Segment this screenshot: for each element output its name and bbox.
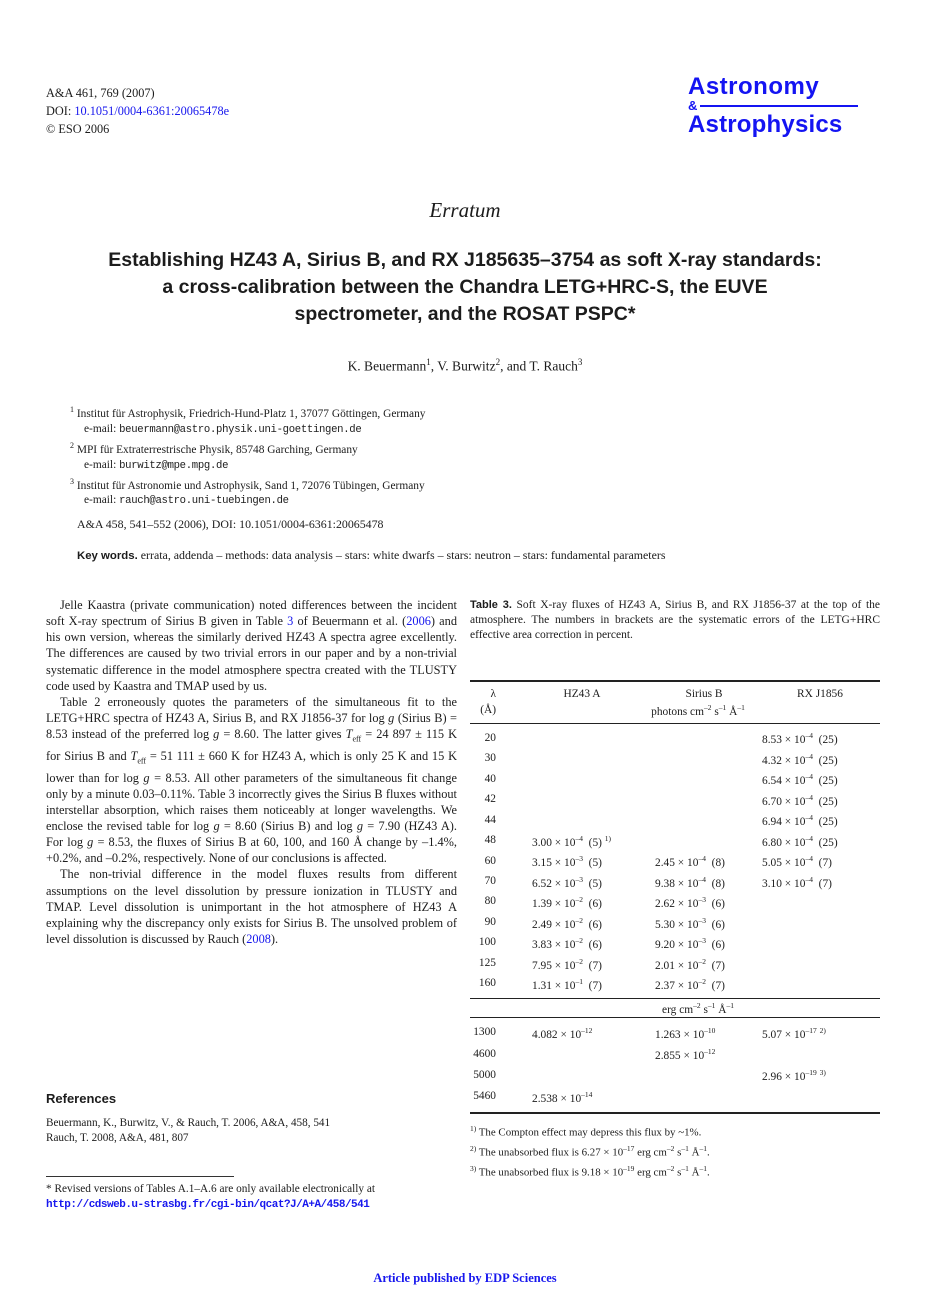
erg-flux-rows: [470, 1018, 880, 1113]
photon-flux-rows: [470, 724, 880, 999]
publisher-link[interactable]: Article published by EDP Sciences: [373, 1271, 557, 1285]
table-row: 125 $7.95 \times 10^{-2}$ (7) $2.01 \times 10^{-2}$ (7): [478, 956, 725, 972]
affiliation-email: e-mail: burwitz@mpe.mpg.de: [84, 458, 229, 472]
references-heading: References: [46, 1091, 117, 1106]
col-header-lambda-unit: (Å): [470, 701, 516, 724]
reference-item: Rauch, T. 2008, A&A, 481, 807: [46, 1131, 189, 1144]
citation-link[interactable]: 3: [287, 614, 294, 629]
table-row: 48 $3.00 \times 10^{-4}$ (5) $^{1)}$ $6.80 \times 10^{-4}$ (25): [484, 833, 838, 849]
table-column: [470, 598, 880, 1181]
table-row: 40 $6.54 \times 10^{-4}$ (25): [484, 772, 838, 787]
table-row: 60 $3.15 \times 10^{-3}$ (5) $2.45 \times 10^{-4}$ (8) $5.05 \times 10^{-4}$ (7): [484, 854, 832, 869]
logo-word-astrophysics: Astrophysics: [688, 111, 843, 138]
table-caption-text: Soft X-ray fluxes of HZ43 A, Sirius B, and RX J1856-37 at the top of the atmosphere. The numbers in brackets are the systematic errors of the LETG+HRC effective area correction in percent.: [470, 599, 880, 641]
authors-line: K. Beuermann$^1$, V. Burwitz$^2$, and T. Rauch$^3$: [347, 357, 583, 374]
table-footnotes: [470, 1121, 880, 1182]
doi-line: [46, 102, 229, 120]
copyright-line: © ESO 2006: [46, 122, 110, 136]
table-row: 90 $2.49 \times 10^{-2}$ (6) $5.30 \times 10^{-3}$ (6): [484, 915, 725, 931]
table-row: 5460 $2.538 \times 10^{-14}$: [470, 1086, 880, 1113]
body-paragraph: Jelle Kaastra (private communication) noted differences between the incident soft X-ray spectrum of Sirius B given in Table 3 of Beuermann et al. (2006) and his own version, whereas the similarly derived HZ43 A spectra agree excellently. The differences are caused by two trivial errors in our paper and by a non-trivial systematic difference in the model atmosphere spectra created with the TLUSTY code used by Kaastra and TMAP used by us.: [46, 598, 457, 693]
table-row: 42 $6.70 \times 10^{-4}$ (25): [484, 792, 838, 808]
citation-link[interactable]: 2008: [246, 932, 271, 947]
reference-item: Beuermann, K., Burwitz, V., & Rauch, T. 2006, A&A, 458, 541: [46, 1117, 331, 1129]
col-header-hz43a: HZ43 A: [516, 681, 648, 701]
publisher-line: [0, 1271, 930, 1286]
references-section: [46, 1091, 457, 1145]
table-row: 1300 $4.082 \times 10^{-12}$ $1.263 \times 10^{-10}$ $5.07 \times 10^{-17}$ $^{2)}$: [473, 1026, 826, 1041]
flux-table: [470, 680, 880, 1114]
col-header-lambda: λ: [470, 681, 516, 701]
affiliation-email: e-mail: rauch@astro.uni-tuebingen.de: [84, 494, 289, 508]
footnote-rule: [46, 1176, 234, 1177]
doi-label: DOI:: [46, 104, 75, 118]
table-row: 160 $1.31 \times 10^{-1}$ (7) $2.37 \times 10^{-2}$ (7): [470, 974, 880, 999]
affiliation-item: $^2$ MPI für Extraterrestrische Physik, 85748 Garching, Germany: [70, 440, 358, 456]
table-row: 4600 $2.855 \times 10^{-12}$: [473, 1047, 716, 1062]
body-paragraph: Table 2 erroneously quotes the parameters of the simultaneous fit to the LETG+HRC spectra of HZ43 A, Sirius B, and RX J1856-37 for log g (Sirius B) = 8.53 instead of the preferred log g = 8.60. The latter gives $T_{eff} = 24$ 897 ± 115 K for Sirius B and $T_{eff} = 51$ 111 ± 660 K for HZ43 A, which is only 25 K and 15 K lower than for log g = 8.53. All other parameters of the simultaneous fit change only by a minute 0.03–0.11%. Table 3 incorrectly gives the Sirius B fluxes without interstellar absorption, which raises them noticeably at longer wavelengths. We enclose the revised table for log g = 8.60 (Sirius B) and log g = 7.90 (HZ43 A). For log g = 8.53, the fluxes of Sirius B at 60, 100, and 160 Å change by –1.4%, +0.2%, and –0.2%, respectively. None of our conclusions is affected.: [46, 694, 457, 866]
logo-rule: [700, 105, 858, 107]
email-address: burwitz@mpe.mpg.de: [119, 459, 229, 472]
doi-link[interactable]: 10.1051/0004-6361:20065478e: [74, 104, 230, 118]
table-row: 80 $1.39 \times 10^{-2}$ (6) $2.62 \times 10^{-3}$ (6): [484, 895, 725, 910]
body-text-column: [46, 597, 457, 947]
logo-ampersand: &: [688, 98, 698, 113]
affiliations-block: [70, 402, 670, 509]
table-footnote: $^{3)}$ The unabsorbed flux is $9.18 \times 10^{-19}$ erg $cm^{-2}$ $s^{-1}$ $Å^{-1}$.: [470, 1164, 710, 1179]
keywords-label: Key words.: [77, 550, 138, 562]
col-header-rxj1856: RX J1856: [760, 681, 880, 701]
title-footnote: [46, 1176, 476, 1213]
table-row: 44 $6.94 \times 10^{-4}$ (25): [484, 813, 838, 828]
keywords-text: errata, addenda – methods: data analysis – stars: white dwarfs – stars: neutron – stars: fundamental parameters: [140, 548, 666, 562]
erratum-label: Erratum: [429, 198, 501, 222]
logo-word-astronomy: Astronomy: [688, 73, 820, 100]
header-citation-block: [46, 84, 229, 138]
table-row: 30 $4.32 \times 10^{-4}$ (25): [484, 751, 838, 767]
table-row: 20 $8.53 \times 10^{-4}$ (25): [484, 731, 838, 746]
journal-citation: A&A 461, 769 (2007): [46, 86, 155, 100]
table-row: 100 $3.83 \times 10^{-2}$ (6) $9.20 \times 10^{-3}$ (6): [478, 936, 725, 951]
photon-flux-units: photons $cm^{-2}$ $s^{-1}$ $Å^{-1}$: [516, 701, 880, 724]
citation-link[interactable]: 2006: [406, 614, 431, 629]
reference-list: [46, 1116, 457, 1145]
keywords-line: [77, 548, 872, 563]
footnote-url[interactable]: http://cdsweb.u-strasbg.fr/cgi-bin/qcat?J/A+A/458/541: [46, 1198, 370, 1211]
table-caption-label: Table 3.: [470, 599, 512, 611]
body-paragraph: The non-trivial difference in the model fluxes results from different assumptions on the level dissolution by pressure ionization in TLUSTY and TMAP. Level dissolution is unimportant in the hot atmosphere of HZ43 A explaining why the discrepancy only exists for Sirius B. The unsolved problem of level dissolution is discussed by Rauch (2008).: [46, 867, 457, 947]
table-footnote: $^{1)}$ The Compton effect may depress this flux by ~1%.: [470, 1123, 702, 1139]
table-row: 70 $6.52 \times 10^{-3}$ (5) $9.38 \times 10^{-4}$ (8) $3.10 \times 10^{-4}$ (7): [484, 874, 832, 890]
astronomy-astrophysics-logo: [688, 74, 858, 138]
email-address: rauch@astro.uni-tuebingen.de: [119, 495, 289, 508]
table-row: 5000 $2.96 \times 10^{-19}$ $^{3)}$: [473, 1068, 826, 1084]
affiliation-item: $^3$ Institut für Astronomie und Astrophysik, Sand 1, 72076 Tübingen, Germany: [70, 476, 425, 492]
table-footnote: $^{2)}$ The unabsorbed flux is $6.27 \times 10^{-17}$ erg $cm^{-2}$ $s^{-1}$ $Å^{-1}$.: [470, 1143, 710, 1159]
footnote-marker: *: [46, 1183, 52, 1195]
email-address: beuermann@astro.physik.uni-goettingen.de: [119, 423, 362, 436]
table-caption: [470, 598, 880, 643]
paper-title: Establishing HZ43 A, Sirius B, and RX J185635–3754 as soft X-ray standards: a cross-calibration between the Chandra LETG+HRC-S, the EUVE spectrometer, and the ROSAT PSPC*: [108, 249, 822, 325]
erg-flux-units: erg $cm^{-2}$ $s^{-1}$ $Å^{-1}$: [516, 999, 880, 1018]
original-article-reference: A&A 458, 541–552 (2006), DOI: 10.1051/0004-6361:20065478: [77, 517, 384, 531]
affiliation-email: e-mail: beuermann@astro.physik.uni-goettingen.de: [84, 422, 362, 436]
affiliation-item: $^1$ Institut für Astrophysik, Friedrich-Hund-Platz 1, 37077 Göttingen, Germany: [70, 405, 426, 420]
footnote-text: Revised versions of Tables A.1–A.6 are only available electronically at: [51, 1183, 376, 1195]
col-header-sirius-b: Sirius B: [648, 681, 760, 701]
